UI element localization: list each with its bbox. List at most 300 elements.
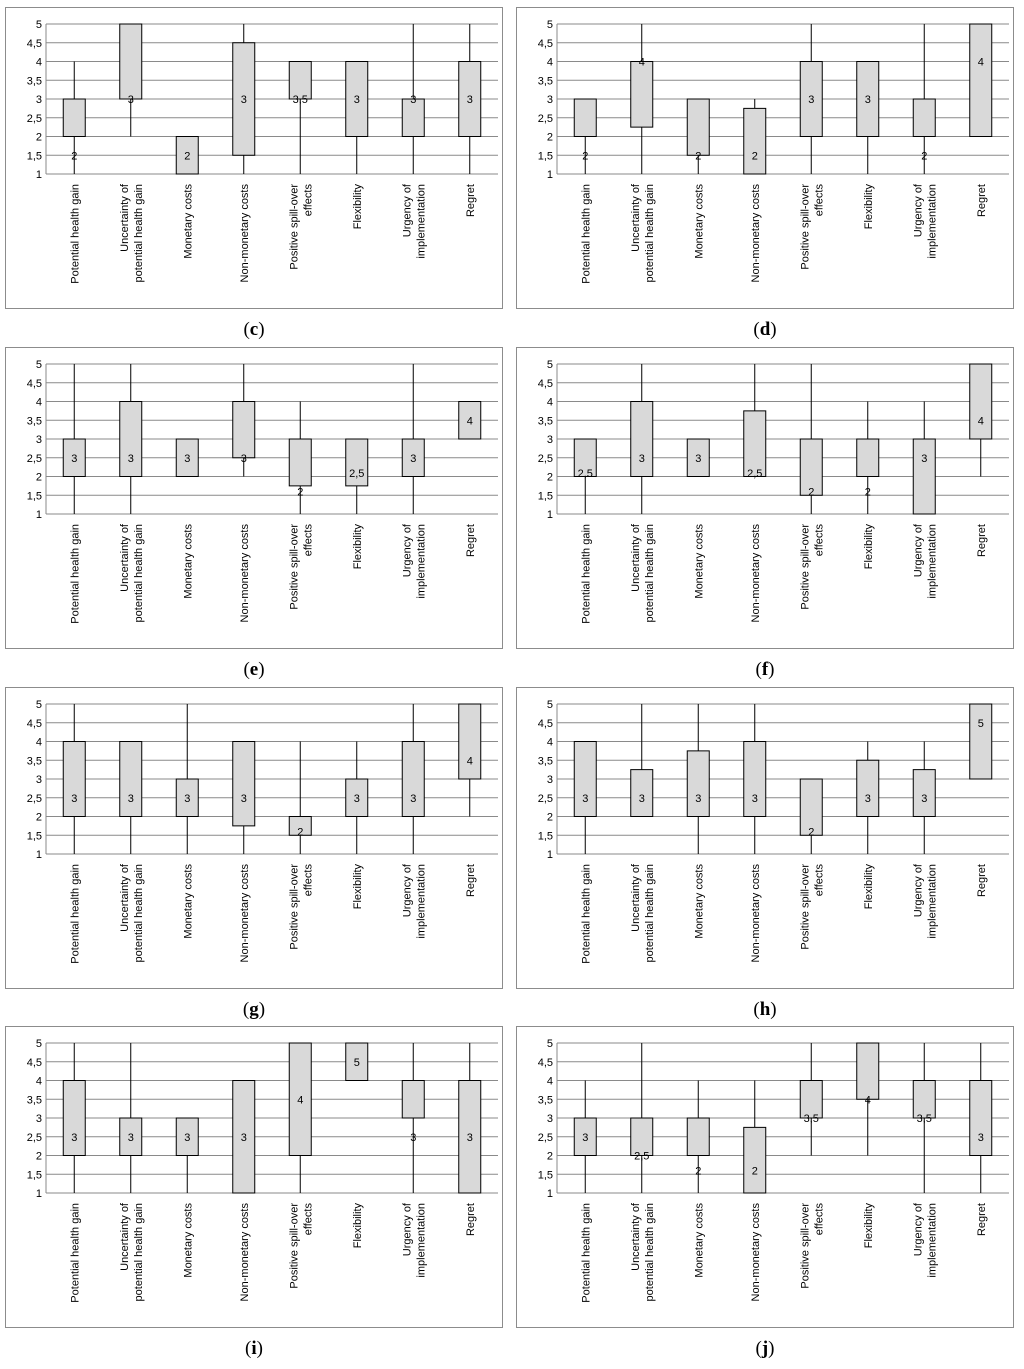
y-tick-label: 3 xyxy=(35,1113,42,1125)
category-label-line: Urgency of xyxy=(912,864,925,918)
category-label xyxy=(352,864,364,910)
category-label-line: Uncertainty of xyxy=(118,184,131,252)
category-label-line: effects xyxy=(302,864,315,897)
category-label-line: Flexibility xyxy=(351,524,364,570)
median-label: 3 xyxy=(240,792,247,805)
category-label-line: Positive spill-over xyxy=(288,184,301,270)
category-label-line: Regret xyxy=(464,524,477,558)
category-label xyxy=(630,183,656,282)
category-label xyxy=(630,1202,656,1301)
median-label: 5 xyxy=(977,717,984,730)
category-label xyxy=(465,184,477,217)
category-label xyxy=(352,524,364,570)
category-label-line: potential health gain xyxy=(643,864,656,963)
category-label xyxy=(182,864,194,939)
y-tick-label: 4,5 xyxy=(537,1056,553,1069)
category-label-line: Positive spill-over xyxy=(288,864,301,950)
chart-panel-d xyxy=(516,7,1014,309)
median-label: 3 xyxy=(71,1131,78,1144)
y-tick-label: 3 xyxy=(546,434,553,446)
category-label xyxy=(288,524,314,610)
y-tick-label: 4 xyxy=(546,1075,553,1088)
y-tick-label: 2,5 xyxy=(26,112,42,125)
category-label-line: Positive spill-over xyxy=(799,864,812,950)
category-label xyxy=(976,1203,988,1236)
category-label xyxy=(182,184,194,259)
median-label: 3 xyxy=(977,1131,984,1144)
category-label-line: Potential health gain xyxy=(580,524,593,624)
y-tick-label: 5 xyxy=(546,1038,553,1050)
y-tick-label: 3,5 xyxy=(26,75,42,88)
category-label-line: potential health gain xyxy=(643,524,656,623)
category-label xyxy=(799,1203,825,1289)
y-tick-label: 1 xyxy=(35,509,42,521)
box xyxy=(120,24,142,99)
category-label-line: Non-monetary costs xyxy=(749,524,762,623)
category-label-line: Potential health gain xyxy=(69,864,82,964)
y-tick-label: 2,5 xyxy=(537,112,553,125)
category-label xyxy=(912,523,938,599)
median-label: 3 xyxy=(410,1131,417,1144)
y-tick-label: 2 xyxy=(546,811,553,824)
category-label xyxy=(630,523,656,622)
category-label-line: implementation xyxy=(415,864,428,939)
box xyxy=(63,742,85,817)
median-label: 3 xyxy=(353,94,360,106)
caption-j: (j) xyxy=(755,1338,775,1359)
y-tick-label: 3 xyxy=(35,434,42,446)
box xyxy=(63,1081,85,1156)
y-tick-label: 2,5 xyxy=(26,1131,42,1144)
category-label-line: implementation xyxy=(926,864,939,939)
category-label xyxy=(69,864,81,964)
category-label xyxy=(119,183,145,282)
box-plot-i xyxy=(6,1027,502,1327)
category-label-line: Uncertainty of xyxy=(629,1203,642,1271)
category-label xyxy=(976,864,988,897)
category-label xyxy=(401,523,427,599)
category-label-line: Monetary costs xyxy=(182,524,195,599)
y-tick-label: 5 xyxy=(546,699,553,711)
category-label-line: Regret xyxy=(464,184,477,218)
category-label xyxy=(352,184,364,230)
category-label xyxy=(693,1203,705,1278)
category-label-line: Potential health gain xyxy=(69,524,82,624)
caption-d: (d) xyxy=(753,319,777,340)
category-label-line: implementation xyxy=(926,1203,939,1278)
median-label: 3 xyxy=(466,1131,473,1144)
median-label: 3 xyxy=(921,792,928,805)
category-label-line: potential health gain xyxy=(643,184,656,283)
box xyxy=(120,742,142,817)
chart-panel-c xyxy=(5,7,503,309)
category-label-line: Urgency of xyxy=(912,524,925,578)
median-label: 2 xyxy=(71,150,78,163)
category-label-line: Flexibility xyxy=(351,184,364,230)
category-label-line: Potential health gain xyxy=(580,864,593,964)
category-label xyxy=(239,184,251,283)
y-tick-label: 3 xyxy=(546,94,553,106)
y-tick-label: 1,5 xyxy=(537,830,553,843)
median-label: 2,5 xyxy=(349,467,365,480)
category-label xyxy=(693,184,705,259)
box xyxy=(744,108,766,174)
median-label: 3 xyxy=(695,792,702,805)
category-label xyxy=(352,1203,364,1249)
box xyxy=(744,411,766,477)
y-tick-label: 4,5 xyxy=(26,377,42,390)
median-label: 2,5 xyxy=(747,467,763,480)
y-tick-label: 3 xyxy=(546,774,553,786)
chart-panel-i xyxy=(5,1026,503,1328)
category-label-line: Positive spill-over xyxy=(288,1203,301,1289)
category-label xyxy=(693,864,705,939)
category-label-line: Potential health gain xyxy=(580,1203,593,1303)
category-label-line: effects xyxy=(302,184,315,217)
category-label-line: Positive spill-over xyxy=(288,524,301,610)
median-label: 3 xyxy=(127,452,134,465)
y-tick-label: 2 xyxy=(35,811,42,824)
median-label: 3 xyxy=(864,792,871,805)
median-label: 3,5 xyxy=(292,94,308,106)
y-tick-label: 1 xyxy=(546,509,553,521)
y-tick-label: 1,5 xyxy=(537,150,553,163)
median-label: 4 xyxy=(466,415,473,428)
y-tick-label: 2 xyxy=(35,131,42,144)
median-label: 4 xyxy=(297,1094,304,1107)
median-label: 4 xyxy=(977,56,984,69)
category-label xyxy=(912,1202,938,1278)
median-label: 2 xyxy=(184,150,191,163)
category-label-line: Regret xyxy=(975,864,988,898)
y-tick-label: 2 xyxy=(546,131,553,144)
category-label xyxy=(863,864,875,910)
category-label xyxy=(693,524,705,599)
category-label-line: implementation xyxy=(926,184,939,259)
box xyxy=(970,704,992,779)
category-label-line: Non-monetary costs xyxy=(238,524,251,623)
category-label-line: potential health gain xyxy=(643,1203,656,1302)
median-label: 3,5 xyxy=(803,1113,819,1125)
category-label xyxy=(465,864,477,897)
category-label-line: Non-monetary costs xyxy=(749,1203,762,1302)
category-label-line: Uncertainty of xyxy=(118,524,131,592)
category-label-line: Positive spill-over xyxy=(799,524,812,610)
category-label xyxy=(976,524,988,557)
category-label-line: Potential health gain xyxy=(69,1203,82,1303)
chart-panel-g xyxy=(5,687,503,989)
y-tick-label: 2 xyxy=(546,1150,553,1163)
y-tick-label: 3,5 xyxy=(537,415,553,428)
category-label-line: Positive spill-over xyxy=(799,1203,812,1289)
category-label xyxy=(401,183,427,259)
median-label: 3 xyxy=(240,94,247,106)
median-label: 3 xyxy=(638,792,645,805)
category-label xyxy=(288,1203,314,1289)
category-label xyxy=(69,524,81,624)
y-tick-label: 5 xyxy=(546,19,553,31)
y-tick-label: 1,5 xyxy=(26,490,42,503)
category-label-line: Regret xyxy=(975,524,988,558)
category-label-line: implementation xyxy=(415,524,428,599)
category-label xyxy=(288,864,314,950)
y-tick-label: 2 xyxy=(35,1150,42,1163)
category-label-line: Flexibility xyxy=(862,524,875,570)
y-tick-label: 3,5 xyxy=(537,755,553,768)
median-label: 3 xyxy=(353,792,360,805)
y-tick-label: 5 xyxy=(35,19,42,31)
category-label-line: Non-monetary costs xyxy=(238,184,251,283)
y-tick-label: 1,5 xyxy=(537,490,553,503)
box xyxy=(687,751,709,817)
box xyxy=(402,1081,424,1119)
category-label xyxy=(401,863,427,939)
median-label: 3 xyxy=(127,94,134,106)
y-tick-label: 2 xyxy=(546,471,553,484)
box xyxy=(970,1081,992,1156)
category-label xyxy=(239,864,251,963)
median-label: 2,5 xyxy=(577,467,593,480)
category-label xyxy=(239,524,251,623)
category-label-line: Regret xyxy=(975,1203,988,1237)
category-label-line: effects xyxy=(813,524,826,557)
y-tick-label: 5 xyxy=(35,699,42,711)
box xyxy=(744,742,766,817)
category-label-line: Uncertainty of xyxy=(118,864,131,932)
category-label xyxy=(799,184,825,270)
category-label-line: Uncertainty of xyxy=(118,1203,131,1271)
y-tick-label: 4 xyxy=(546,56,553,69)
median-label: 3 xyxy=(410,792,417,805)
category-label xyxy=(863,524,875,570)
y-tick-label: 5 xyxy=(35,1038,42,1050)
category-label-line: Monetary costs xyxy=(182,864,195,939)
median-label: 3 xyxy=(71,792,78,805)
median-label: 3 xyxy=(240,452,247,465)
category-label-line: Monetary costs xyxy=(182,1203,195,1278)
y-tick-label: 4,5 xyxy=(26,37,42,50)
category-label-line: Potential health gain xyxy=(69,184,82,284)
chart-panel-f xyxy=(516,347,1014,649)
category-label-line: effects xyxy=(813,184,826,217)
y-tick-label: 2,5 xyxy=(537,792,553,805)
category-label-line: Flexibility xyxy=(862,864,875,910)
y-tick-label: 3,5 xyxy=(26,755,42,768)
category-label-line: effects xyxy=(302,524,315,557)
box xyxy=(402,742,424,817)
median-label: 3 xyxy=(466,94,473,106)
box-plot-d xyxy=(517,8,1013,308)
box xyxy=(459,704,481,779)
category-label xyxy=(465,1203,477,1236)
median-label: 2 xyxy=(297,826,304,839)
y-tick-label: 1,5 xyxy=(537,1169,553,1182)
category-label-line: Flexibility xyxy=(351,1203,364,1249)
median-label: 3 xyxy=(410,94,417,106)
category-label xyxy=(119,863,145,962)
category-label xyxy=(912,183,938,259)
category-label-line: Regret xyxy=(464,1203,477,1237)
y-tick-label: 3 xyxy=(35,94,42,106)
category-label-line: Urgency of xyxy=(401,864,414,918)
category-label xyxy=(69,184,81,284)
caption-e: (e) xyxy=(243,659,265,680)
y-tick-label: 1 xyxy=(546,169,553,181)
box xyxy=(574,99,596,137)
box-plot-j xyxy=(517,1027,1013,1327)
category-label xyxy=(239,1203,251,1302)
y-tick-label: 2,5 xyxy=(537,1131,553,1144)
category-label-line: implementation xyxy=(926,524,939,599)
category-label-line: effects xyxy=(302,1203,315,1236)
category-label xyxy=(799,864,825,950)
y-tick-label: 3 xyxy=(35,774,42,786)
box-plot-f xyxy=(517,348,1013,648)
y-tick-label: 4,5 xyxy=(537,377,553,390)
box xyxy=(120,402,142,477)
category-label xyxy=(863,184,875,230)
category-label xyxy=(976,184,988,217)
y-tick-label: 1,5 xyxy=(26,150,42,163)
median-label: 2 xyxy=(582,150,589,163)
y-tick-label: 3 xyxy=(546,1113,553,1125)
y-tick-label: 5 xyxy=(35,359,42,371)
category-label-line: Monetary costs xyxy=(693,524,706,599)
category-label-line: effects xyxy=(813,1203,826,1236)
category-label-line: implementation xyxy=(415,184,428,259)
y-tick-label: 1,5 xyxy=(26,1169,42,1182)
box xyxy=(857,760,879,816)
median-label: 4 xyxy=(977,415,984,428)
category-label xyxy=(580,524,592,624)
category-label-line: Non-monetary costs xyxy=(749,864,762,963)
category-label-line: potential health gain xyxy=(132,1203,145,1302)
category-label xyxy=(750,864,762,963)
median-label: 3 xyxy=(127,1131,134,1144)
category-label-line: Flexibility xyxy=(351,864,364,910)
category-label-line: Positive spill-over xyxy=(799,184,812,270)
caption-i: (i) xyxy=(245,1338,263,1359)
category-label-line: Urgency of xyxy=(401,524,414,578)
category-label-line: Regret xyxy=(975,184,988,218)
median-label: 3 xyxy=(184,792,191,805)
category-label-line: Urgency of xyxy=(401,184,414,238)
y-tick-label: 3,5 xyxy=(26,415,42,428)
category-label xyxy=(750,524,762,623)
y-tick-label: 2,5 xyxy=(26,452,42,465)
y-tick-label: 3,5 xyxy=(537,75,553,88)
y-tick-label: 1 xyxy=(35,1188,42,1200)
caption-h: (h) xyxy=(753,999,777,1020)
category-label-line: potential health gain xyxy=(132,524,145,623)
category-label-line: Flexibility xyxy=(862,184,875,230)
median-label: 2 xyxy=(864,486,871,499)
box xyxy=(857,439,879,477)
median-label: 2,5 xyxy=(634,1150,650,1163)
box xyxy=(687,99,709,155)
median-label: 2 xyxy=(695,1165,702,1178)
median-label: 3 xyxy=(638,452,645,465)
caption-f: (f) xyxy=(755,659,775,680)
category-label xyxy=(863,1203,875,1249)
category-label xyxy=(580,864,592,964)
median-label: 3 xyxy=(410,452,417,465)
y-tick-label: 4 xyxy=(546,396,553,409)
median-label: 2 xyxy=(751,150,758,163)
box xyxy=(913,439,935,514)
median-label: 4 xyxy=(638,56,645,69)
caption-c: (c) xyxy=(243,319,265,340)
median-label: 3 xyxy=(751,792,758,805)
category-label-line: Non-monetary costs xyxy=(749,184,762,283)
chart-panel-h xyxy=(516,687,1014,989)
category-label-line: potential health gain xyxy=(132,184,145,283)
category-label xyxy=(580,1203,592,1303)
category-label-line: Urgency of xyxy=(912,1203,925,1257)
box xyxy=(233,742,255,826)
category-label xyxy=(119,523,145,622)
box xyxy=(631,62,653,128)
y-tick-label: 1 xyxy=(546,849,553,861)
median-label: 2 xyxy=(808,486,815,499)
median-label: 2 xyxy=(808,826,815,839)
box-plot-g xyxy=(6,688,502,988)
y-tick-label: 1,5 xyxy=(26,830,42,843)
median-label: 3 xyxy=(582,792,589,805)
y-tick-label: 4 xyxy=(35,56,42,69)
category-label xyxy=(750,1203,762,1302)
category-label xyxy=(288,184,314,270)
box xyxy=(63,99,85,137)
chart-panel-e xyxy=(5,347,503,649)
y-tick-label: 1 xyxy=(35,849,42,861)
box xyxy=(687,1118,709,1156)
box xyxy=(631,402,653,477)
category-label-line: effects xyxy=(813,864,826,897)
box xyxy=(970,364,992,439)
category-label xyxy=(630,863,656,962)
category-label-line: Flexibility xyxy=(862,1203,875,1249)
box xyxy=(913,99,935,137)
median-label: 5 xyxy=(353,1056,360,1069)
category-label xyxy=(69,1203,81,1303)
median-label: 3 xyxy=(71,452,78,465)
box-plot-h xyxy=(517,688,1013,988)
y-tick-label: 4 xyxy=(35,736,42,749)
median-label: 4 xyxy=(466,755,473,768)
y-tick-label: 4 xyxy=(35,1075,42,1088)
box-plot-e xyxy=(6,348,502,648)
y-tick-label: 4 xyxy=(35,396,42,409)
category-label-line: Monetary costs xyxy=(693,1203,706,1278)
median-label: 2 xyxy=(751,1165,758,1178)
median-label: 3,5 xyxy=(916,1113,932,1125)
category-label xyxy=(750,184,762,283)
y-tick-label: 4,5 xyxy=(537,37,553,50)
median-label: 3 xyxy=(127,792,134,805)
chart-panel-j xyxy=(516,1026,1014,1328)
y-tick-label: 1 xyxy=(546,1188,553,1200)
median-label: 3 xyxy=(695,452,702,465)
category-label xyxy=(401,1202,427,1278)
category-label xyxy=(912,863,938,939)
box xyxy=(233,402,255,458)
category-label-line: Potential health gain xyxy=(580,184,593,284)
y-tick-label: 3,5 xyxy=(26,1094,42,1107)
category-label xyxy=(580,184,592,284)
category-label xyxy=(799,524,825,610)
median-label: 3 xyxy=(864,94,871,106)
